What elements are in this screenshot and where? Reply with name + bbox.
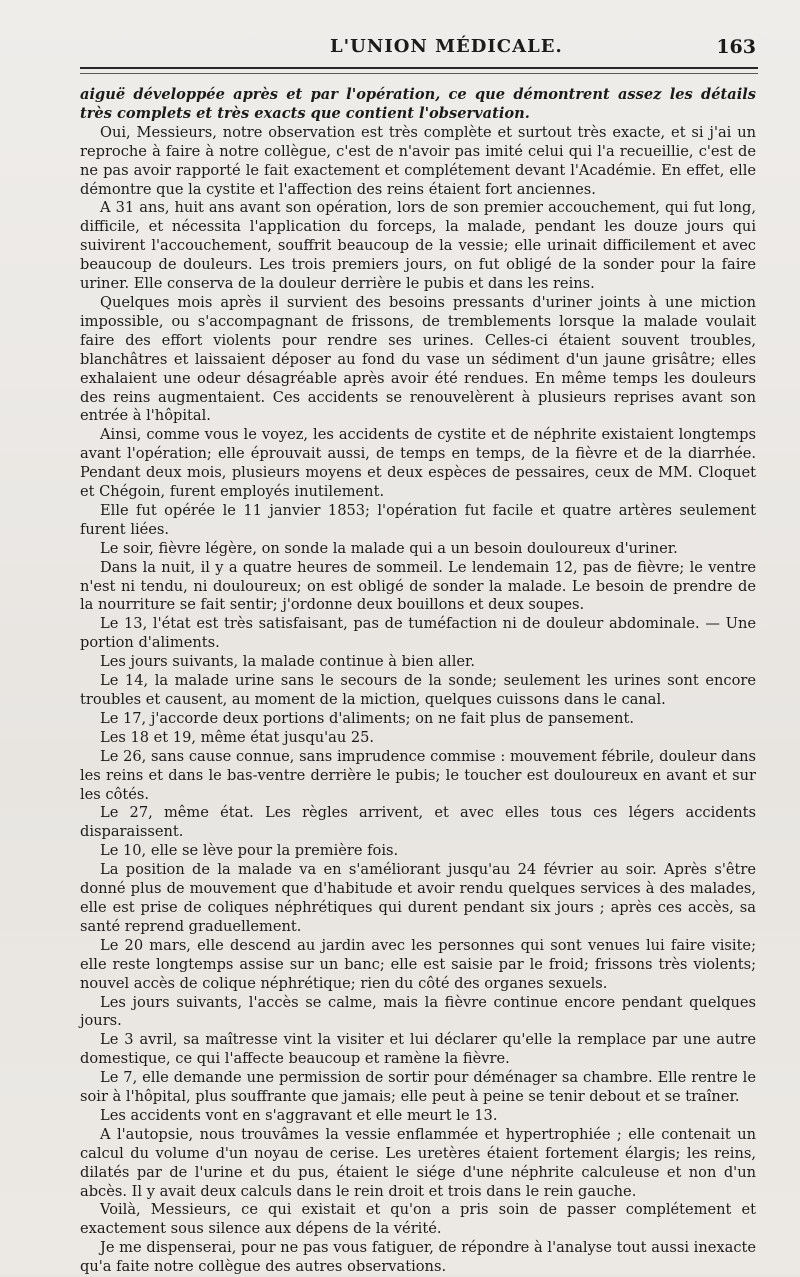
paragraph: Le 3 avril, sa maîtresse vint la visiter et lui déclarer qu'elle la remplace par une autre domestique, ce qui l'affecte beaucoup et ramène la fièvre. — [80, 1031, 756, 1068]
paragraph: Le 10, elle se lève pour la première fois. — [100, 842, 399, 860]
paragraph: Le 13, l'état est très satisfaisant, pas de tuméfaction ni de douleur abdominale. — Une portion d'aliments. — [80, 615, 756, 652]
paragraph: Le 27, même état. Les règles arrivent, et avec elles tous ces légers accidents disparaissent. — [80, 804, 756, 841]
paragraph: Elle fut opérée le 11 janvier 1853; l'opération fut facile et quatre artères seulement furent liées. — [80, 501, 756, 538]
header-rule-thin — [80, 73, 758, 74]
paragraph: Le 14, la malade urine sans le secours de la sonde; seulement les urines sont encore troubles et causent, au moment de la miction, quelques cuissons dans le canal. — [80, 672, 756, 708]
paragraph: Les jours suivants, la malade continue à bien aller. — [100, 653, 476, 671]
paragraph: Oui, Messieurs, notre observation est très complète et surtout très exacte, et si j'ai un reproche à faire à notre collègue, c'est de n'avoir pas imité celui qui l'a recueillie, c'est de ne pas avoir rapporté le fait exactement et complétement devant l'Académie. En effet, elle démontre que la cystite et l'affection des reins étaient fort anciennes. — [80, 123, 756, 198]
paragraph: Le soir, fièvre légère, on sonde la malade qui a un besoin douloureux d'uriner. — [100, 539, 678, 557]
paragraph: Les accidents vont en s'aggravant et elle meurt le 13. — [100, 1106, 498, 1124]
paragraph: Le 20 mars, elle descend au jardin avec les personnes qui sont venues lui faire visite; elle reste longtemps assise sur un banc; elle est saisie par le froid; frissons très violents; nouvel accès de colique néphrétique; rien du côté des organes sexuels. — [80, 936, 756, 992]
page-header — [80, 34, 760, 70]
paragraph: Dans la nuit, il y a quatre heures de sommeil. Le lendemain 12, pas de fièvre; le ventre n'est ni tendu, ni douloureux; on est obligé de sonder la malade. Le besoin de prendre de la nourriture se fait sentir; j'ordonne deux bouillons et deux soupes. — [80, 558, 756, 614]
paragraph: La position de la malade va en s'améliorant jusqu'au 24 février au soir. Après s'être donné plus de mouvement que d'habitude et avoir rendu quelques services à des malades, elle est prise de coliques néphrétiques qui durent pendant six jours ; après ces accès, sa santé reprend graduellement. — [80, 861, 756, 935]
paragraph: A 31 ans, huit ans avant son opération, lors de son premier accouchement, qui fut long, difficile, et nécessita l'application du forceps, la malade, pendant les douze jours qui suivirent l'accouchement, souffrit beaucoup de la vessie; elle urinait difficilement et avec beaucoup de douleurs. Les trois premiers jours, on fut obligé de la sonder pour la faire uriner. Elle conserva de la douleur derrière le pubis et dans les reins. — [80, 199, 756, 293]
paragraph: Quelques mois après il survient des besoins pressants d'uriner joints à une miction impossible, ou s'accompagnant de frissons, de tremblements lorsque la malade voulait faire des effort violents pour rendre ses urines. Celles-ci étaient souvent troubles, blanchâtres et laissaient déposer au fond du vase un sédiment d'un jaune grisâtre; elles exhalaient une odeur désagréable après avoir été rendues. En même temps les douleurs des reins augmentaient. Ces accidents se renouvelèrent à plusieurs reprises avant son entrée à l'hôpital. — [80, 293, 756, 425]
paragraph: Le 26, sans cause connue, sans imprudence commise : mouvement fébrile, douleur dans les reins et dans le bas-ventre derrière le pubis; le toucher est douloureux en avant et sur les côtés. — [80, 747, 756, 803]
paragraph: Je me dispenserai, pour ne pas vous fatiguer, de répondre à l'analyse tout aussi inexacte qu'a faite notre collègue des autres observations. — [80, 1239, 756, 1276]
paragraph: Voilà, Messieurs, ce qui existait et qu'on a pris soin de passer complétement et exactement sous silence aux dépens de la vérité. — [80, 1201, 756, 1238]
paragraph: aiguë développée après et par l'opération, ce que démontrent assez les détails très complets et très exacts que contient l'observation. — [80, 86, 756, 122]
page-number: 163 — [716, 36, 756, 58]
paragraph: Les jours suivants, l'accès se calme, mais la fièvre continue encore pendant quelques jours. — [80, 993, 756, 1030]
journal-title: L'UNION MÉDICALE. — [330, 36, 563, 57]
header-rule — [80, 67, 758, 69]
paragraph: Le 7, elle demande une permission de sortir pour déménager sa chambre. Elle rentre le soir à l'hôpital, plus souffrante que jamais; elle peut à peine se tenir debout et se traîner. — [80, 1069, 756, 1106]
paragraph: Le 17, j'accorde deux portions d'aliments; on ne fait plus de pansement. — [100, 709, 635, 727]
paragraph: Les 18 et 19, même état jusqu'au 25. — [100, 728, 375, 746]
paragraph: Ainsi, comme vous le voyez, les accidents de cystite et de néphrite existaient longtemps avant l'opération; elle éprouvait aussi, de temps en temps, de la fièvre et de la diarrhée. Pendant deux mois, plusieurs moyens et deux espèces de pessaires, ceux de MM. Cloquet et Chégoin, furent employés inutilement. — [80, 426, 756, 501]
article-body — [80, 86, 756, 1277]
paragraph: A l'autopsie, nous trouvâmes la vessie enflammée et hypertrophiée ; elle contenait un calcul du volume d'un noyau de cerise. Les uretères étaient fortement élargis; les reins, dilatés par de l'urine et du pus, étaient le siége d'une néphrite calculeuse et non d'un abcès. Il y avait deux calculs dans le rein droit et trois dans le rein gauche. — [80, 1125, 756, 1200]
